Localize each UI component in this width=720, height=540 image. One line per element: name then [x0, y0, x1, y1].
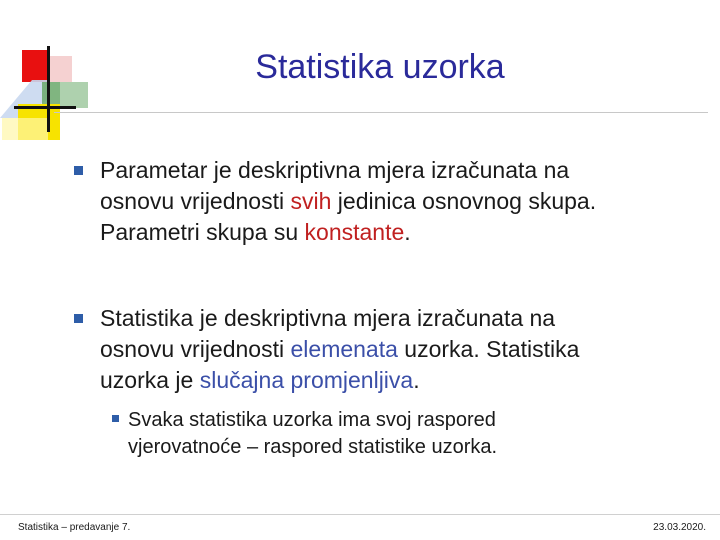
footer-date: 23.03.2020. — [653, 522, 706, 533]
sub-bullet-raspored — [112, 407, 672, 461]
sub-bullet-line: Svaka statistika uzorka ima svoj raspored — [128, 409, 496, 431]
bullet-line: Statistika je deskriptivna mjera izračunata na — [100, 305, 556, 331]
highlight-text: slučajna promjenljiva — [199, 367, 414, 393]
bullet-line: Parametar je deskriptivna mjera izračunata na — [100, 157, 570, 183]
sub-bullet-line: vjerovatnoće – raspored statistike uzorka. — [128, 436, 498, 458]
bullet-line: Parametri skupa su konstante. — [100, 219, 411, 245]
square-bullet-icon — [112, 415, 119, 422]
footer-divider — [0, 514, 720, 515]
bullet-line: uzorka je slučajna promjenljiva. — [100, 367, 420, 393]
square-bullet-icon — [74, 166, 83, 175]
bullet-statistika — [74, 303, 704, 396]
bullet-parametar — [74, 155, 704, 248]
bullet-line: osnovu vrijednosti elemenata uzorka. Statistika — [100, 336, 580, 362]
bullet-line: osnovu vrijednosti svih jedinica osnovnog skupa. — [100, 188, 597, 214]
decorative-logo-icon — [0, 40, 100, 140]
slide-title: Statistika uzorka — [255, 48, 505, 86]
square-bullet-icon — [74, 314, 83, 323]
footer-lecture-label: Statistika – predavanje 7. — [18, 522, 131, 533]
highlight-text: konstante — [304, 219, 405, 245]
title-divider — [54, 112, 708, 113]
highlight-text: svih — [290, 188, 332, 214]
highlight-text: elemenata — [290, 336, 398, 362]
